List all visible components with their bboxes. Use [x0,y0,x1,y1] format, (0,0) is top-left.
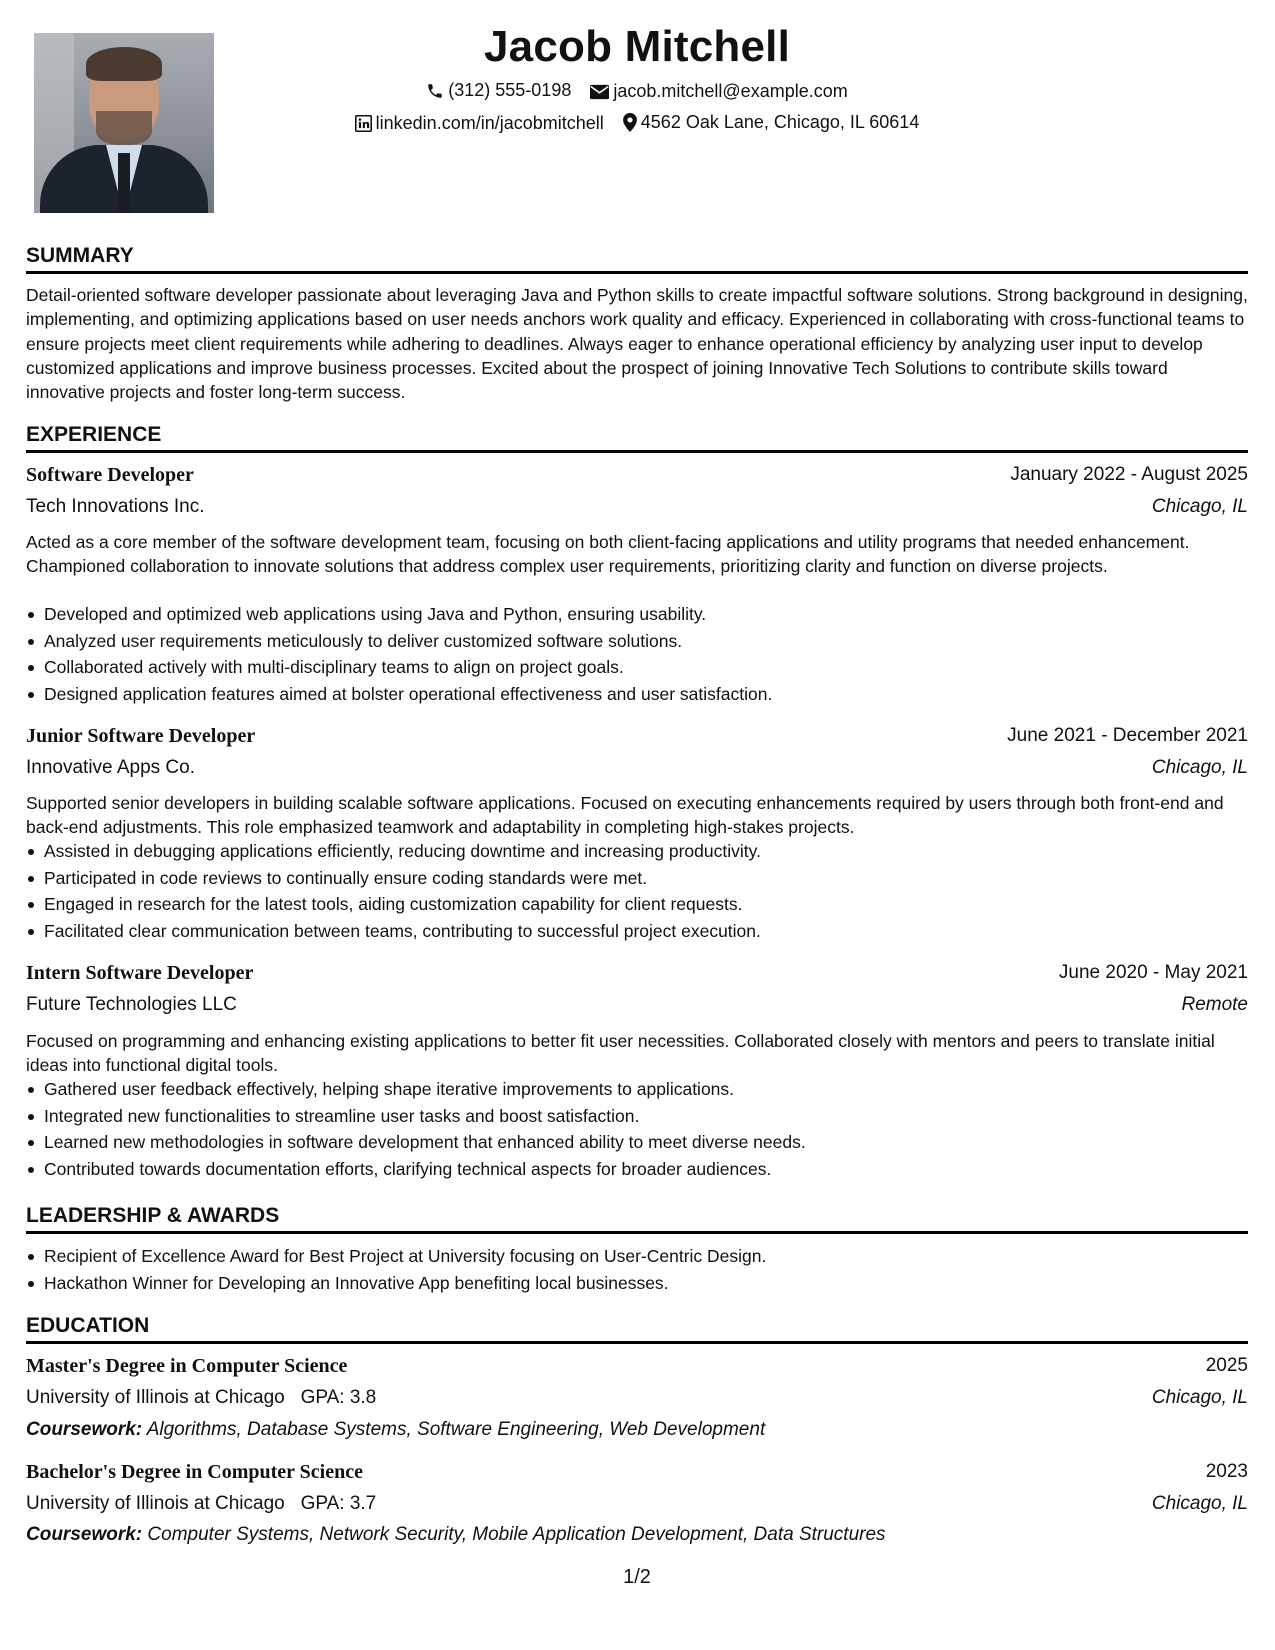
page-number: 1/2 [623,1566,651,1588]
list-item: Developed and optimized web applications using Java and Python, ensuring usability. [26,601,1248,628]
linkedin-text: linkedin.com/in/jacobmitchell [375,113,604,133]
job-company: Innovative Apps Co. [26,757,195,778]
candidate-name: Jacob Mitchell [484,22,790,71]
degree-year: 2025 [1205,1355,1248,1376]
leadership-bullets [26,1243,1248,1296]
list-item: Assisted in debugging applications efficiently, reducing downtime and increasing productivity. [26,838,1248,865]
job-company: Future Technologies LLC [26,994,237,1015]
job-company: Tech Innovations Inc. [26,496,205,517]
gpa: GPA: 3.7 [300,1493,377,1514]
gpa: GPA: 3.8 [300,1387,377,1408]
phone-text: (312) 555-0198 [448,80,572,100]
coursework-label: Coursework: [26,1524,143,1545]
job-bullets [26,601,1248,707]
school-location: Chicago, IL [1151,1493,1248,1514]
job-company-row [26,757,1248,779]
school-info [26,1387,376,1409]
list-item: Hackathon Winner for Developing an Innovative App benefiting local businesses. [26,1270,1248,1297]
location-icon [623,113,637,132]
summary-text: Detail-oriented software developer passionate about leveraging Java and Python skills to create impactful software solutions. Strong background in designing, implementing, and optimizing applications based on user needs anchors work quality and efficacy. Experienced in collaborating with cross-functional teams to ensure projects meet client requirements while adhering to deadlines. Always eager to enhance operational efficiency by analyzing user input to develop customized applications and improve business processes. Excited about the prospect of joining Innovative Tech Solutions to contribute skills toward innovative projects and foster long-term success. [26,285,1248,403]
email-contact[interactable] [590,81,847,102]
list-item: Recipient of Excellence Award for Best Project at University focusing on User-Centric Design. [26,1243,1248,1270]
list-item: Collaborated actively with multi-disciplinary teams to align on project goals. [26,654,1248,681]
school-name: University of Illinois at Chicago [26,1387,285,1408]
address-text: 4562 Oak Lane, Chicago, IL 60614 [640,112,920,132]
job-title: Junior Software Developer [26,725,256,747]
contact-line-2 [26,112,1248,137]
coursework [26,1419,1248,1441]
degree-year: 2023 [1205,1461,1248,1482]
job-bullets [26,1076,1248,1182]
coursework [26,1524,1248,1546]
list-item: Designed application features aimed at bolster operational effectiveness and user satisfaction. [26,681,1248,708]
phone-contact [426,80,571,101]
job-title: Software Developer [26,464,194,486]
job-location: Chicago, IL [1151,757,1248,778]
list-item: Facilitated clear communication between teams, contributing to successful project execution. [26,918,1248,945]
list-item: Learned new methodologies in software development that enhanced ability to meet diverse needs. [26,1129,1248,1156]
coursework-list: Computer Systems, Network Security, Mobile Application Development, Data Structures [147,1524,886,1545]
coursework-list: Algorithms, Database Systems, Software Engineering, Web Development [146,1419,766,1440]
list-item: Contributed towards documentation efforts, clarifying technical aspects for broader audiences. [26,1156,1248,1183]
job-bullets [26,838,1248,944]
school-name: University of Illinois at Chicago [26,1493,285,1514]
education-heading: EDUCATION [26,1314,1248,1344]
job-company-row [26,994,1248,1016]
list-item: Participated in code reviews to continually ensure coding standards were met. [26,865,1248,892]
list-item: Engaged in research for the latest tools, aiding customization capability for client requests. [26,891,1248,918]
job-description: Acted as a core member of the software development team, focusing on both client-facing applications and utility programs that needed enhancement. Championed collaboration to innovate solutions that address complex user requirements, prioritizing clarity and function on diverse projects. [26,532,1190,577]
mail-icon [590,84,609,100]
education-header [26,1461,1248,1484]
school-location: Chicago, IL [1151,1387,1248,1408]
phone-icon [426,82,444,100]
experience-heading: EXPERIENCE [26,423,1248,453]
job-location: Remote [1181,994,1248,1015]
address-contact [623,112,920,133]
job-dates: June 2020 - May 2021 [1058,962,1248,983]
summary-heading: SUMMARY [26,244,1248,274]
education-header [26,1355,1248,1378]
leadership-heading: LEADERSHIP & AWARDS [26,1204,1248,1234]
resume-page [26,0,1248,1650]
list-item: Gathered user feedback effectively, helping shape iterative improvements to applications. [26,1076,1248,1103]
contact-line-1 [26,80,1248,105]
job-company-row [26,496,1248,518]
coursework-label: Coursework: [26,1419,143,1440]
list-item: Analyzed user requirements meticulously to deliver customized software solutions. [26,628,1248,655]
job-header [26,725,1248,748]
job-header [26,464,1248,487]
school-info [26,1493,376,1515]
job-dates: June 2021 - December 2021 [1007,725,1248,746]
degree-title: Master's Degree in Computer Science [26,1355,348,1377]
job-description: Supported senior developers in building scalable software applications. Focused on executing enhancements required by users through both front-end and back-end adjustments. This role emphasized teamwork and adaptability in completing high-stakes projects. [26,793,1224,838]
degree-title: Bachelor's Degree in Computer Science [26,1461,363,1483]
linkedin-icon [355,115,372,132]
job-title: Intern Software Developer [26,962,254,984]
job-header [26,962,1248,985]
email-text: jacob.mitchell@example.com [613,81,848,101]
education-school-row [26,1387,1248,1409]
job-dates: January 2022 - August 2025 [1010,464,1248,485]
list-item: Integrated new functionalities to streamline user tasks and boost satisfaction. [26,1103,1248,1130]
education-school-row [26,1493,1248,1515]
job-description: Focused on programming and enhancing existing applications to better fit user necessities. Collaborated closely with mentors and peers to translate initial ideas into functional digital tools. [26,1031,1215,1076]
linkedin-contact[interactable] [355,113,604,134]
job-location: Chicago, IL [1151,496,1248,517]
